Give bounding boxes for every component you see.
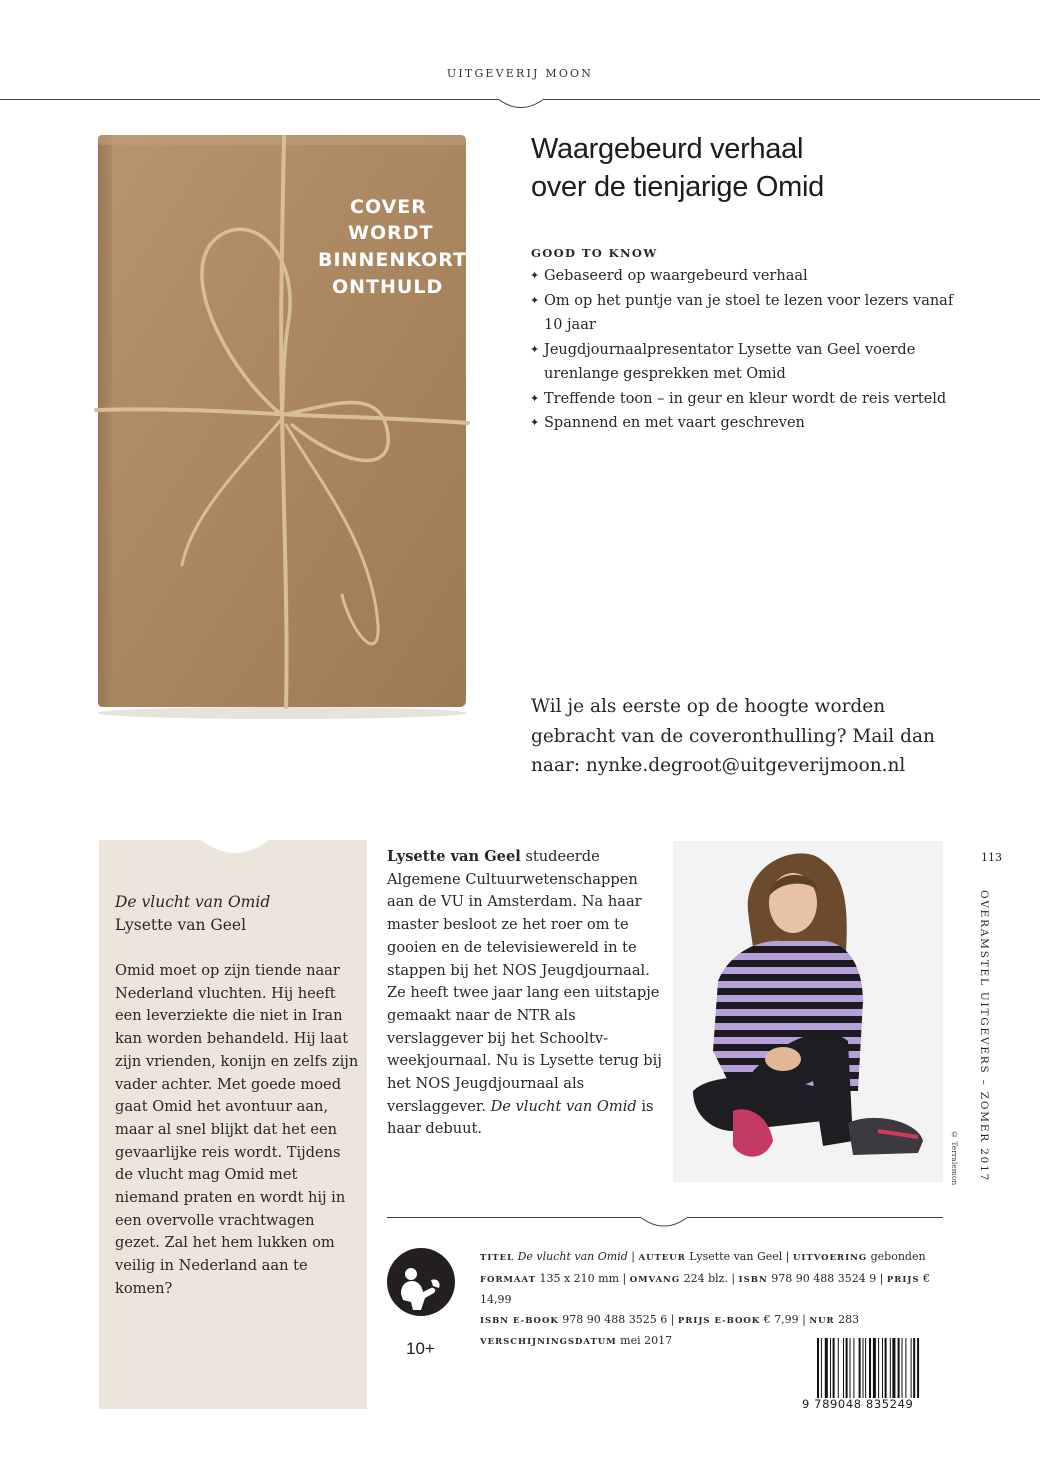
book-title: De vlucht van Omid xyxy=(115,893,271,911)
author-bio-text: studeerde Algemene Cultuurwetenschappen aan de VU in Amsterdam. Na haar master besloot ze het roer om te gooien en de televisiewereld in te stappen bij het NOS Jeugdjournaal. Ze heeft twee jaar lang een uitstapje gemaakt naar de NTR als verslaggever bij het Schooltv-weekjournaal. Nu is Lysette terug bij het NOS Jeugdjournaal als verslaggever. xyxy=(387,848,662,1115)
photo-credit: © Terralemon xyxy=(950,1130,959,1186)
barcode-bar xyxy=(863,1338,864,1398)
cover-text-line3: BINNENKORT xyxy=(318,249,467,271)
barcode-bar xyxy=(833,1338,835,1398)
good-to-know-title: GOOD TO KNOW xyxy=(531,246,658,260)
author-bio-debut-suffix: is haar debuut. xyxy=(387,1097,654,1138)
wrapped-book-photo xyxy=(92,125,472,720)
barcode-bar xyxy=(892,1338,895,1398)
book-metadata xyxy=(480,1247,950,1353)
metadata-notch-ornament xyxy=(640,1216,688,1227)
barcode-bar xyxy=(817,1338,819,1398)
metadata-row-3: ISBN E-BOOK 978 90 488 3525 6 | PRIJS E-BOOK € 7,99 | NUR 283 xyxy=(480,1312,860,1326)
barcode-bar xyxy=(917,1338,919,1398)
barcode-bar xyxy=(902,1338,903,1398)
barcode-bar xyxy=(838,1338,839,1398)
cover-reveal-mail-cta: Wil je als eerste op de hoogte worden gebracht van de coveronthulling? Mail dan naar: nynke.degroot@uitgeverijmoon.nl xyxy=(531,696,935,776)
barcode-bar xyxy=(898,1338,900,1398)
list-item: ✦ Spannend en met vaart geschreven xyxy=(531,411,961,436)
barcode-bar xyxy=(843,1338,844,1398)
star-bullet-icon: ✦ xyxy=(530,342,540,356)
star-bullet-icon: ✦ xyxy=(530,269,540,282)
age-label: 10+ xyxy=(406,1339,435,1358)
header-notch-ornament xyxy=(498,98,544,108)
headline-line1: Waargebeurd verhaal xyxy=(531,133,804,165)
barcode-bar xyxy=(869,1338,871,1398)
cover-text-line4: ONTHULD xyxy=(332,276,444,298)
list-item: ✦ Gebaseerd op waargebeurd verhaal xyxy=(531,264,961,289)
barcode-bar xyxy=(905,1338,906,1398)
list-item: ✦ Jeugdjournaalpresentator Lysette van Geel voerde urenlange gesprekken met Omid xyxy=(531,338,961,387)
list-item: ✦ Om op het puntje van je stoel te lezen voor lezers vanaf 10 jaar xyxy=(531,289,961,338)
barcode-bar xyxy=(890,1338,891,1398)
barcode-bar xyxy=(913,1338,915,1398)
barcode-bar xyxy=(853,1338,854,1398)
barcode-bar xyxy=(885,1338,887,1398)
metadata-row-1: TITEL De vlucht van Omid | AUTEUR Lysette van Geel | UITVOERING gebonden xyxy=(480,1250,926,1263)
metadata-row-4: VERSCHIJNINGSDATUM mei 2017 xyxy=(480,1334,673,1347)
barcode-bar xyxy=(873,1338,876,1398)
star-bullet-icon: ✦ xyxy=(530,416,540,429)
list-item: ✦ Treffende toon – in geur en kleur wordt de reis verteld xyxy=(531,387,961,412)
author-portrait-illustration xyxy=(673,841,943,1182)
good-to-know-list xyxy=(531,264,961,436)
barcode-bar xyxy=(846,1338,848,1398)
cover-text-line2: WORDT xyxy=(348,222,434,244)
book-author: Lysette van Geel xyxy=(115,916,247,934)
page-number: 113 xyxy=(981,851,1002,864)
barcode-number: 9 789048 835249 xyxy=(802,1397,914,1411)
cover-text-line1: COVER xyxy=(350,196,427,218)
isbn-barcode xyxy=(817,1338,943,1398)
star-bullet-icon: ✦ xyxy=(530,293,540,307)
barcode-bar xyxy=(865,1338,866,1398)
barcode-bar xyxy=(882,1338,883,1398)
headline-line2: over de tienjarige Omid xyxy=(531,171,824,203)
moon-publisher-logo-icon xyxy=(387,1248,455,1316)
headline xyxy=(531,130,1001,206)
star-bullet-icon: ✦ xyxy=(530,391,540,405)
metadata-row-2: FORMAAT 135 x 210 mm | OMVANG 224 blz. | ISBN 978 90 488 3524 9 | PRIJS € 14,99 xyxy=(480,1271,930,1306)
author-bio xyxy=(387,846,663,1141)
author-bio-debut-title: De vlucht van Omid xyxy=(490,1097,637,1115)
barcode-bar xyxy=(911,1338,912,1398)
publisher-header: UITGEVERIJ MOON xyxy=(446,67,594,80)
barcode-bar xyxy=(825,1338,828,1398)
barcode-bar xyxy=(850,1338,851,1398)
barcode-bar xyxy=(821,1338,822,1398)
barcode-bar xyxy=(830,1338,831,1398)
barcode-bar xyxy=(859,1338,861,1398)
barcode-bar xyxy=(878,1338,879,1398)
author-photo xyxy=(673,841,943,1182)
author-bio-name: Lysette van Geel xyxy=(387,848,521,865)
book-synopsis: Omid moet op zijn tiende naar Nederland vluchten. Hij heeft een leverziekte die niet in Iran kan worden behandeld. Hij laat zijn vrienden, konijn en zelfs zijn vader achter. Met goede moed gaat Omid het avontuur aan, maar al snel blijkt dat het een gevaarlijke reis wordt. Tijdens de vlucht mag Omid met niemand praten en wordt hij in een overvolle vrachtwagen gezet. Zal het hem lukken om veilig in Nederland aan te komen? xyxy=(115,962,359,1297)
panel-notch-ornament xyxy=(201,840,269,854)
catalog-vertical-label: OVERAMSTEL UITGEVERS – ZOMER 2017 xyxy=(978,890,990,1183)
